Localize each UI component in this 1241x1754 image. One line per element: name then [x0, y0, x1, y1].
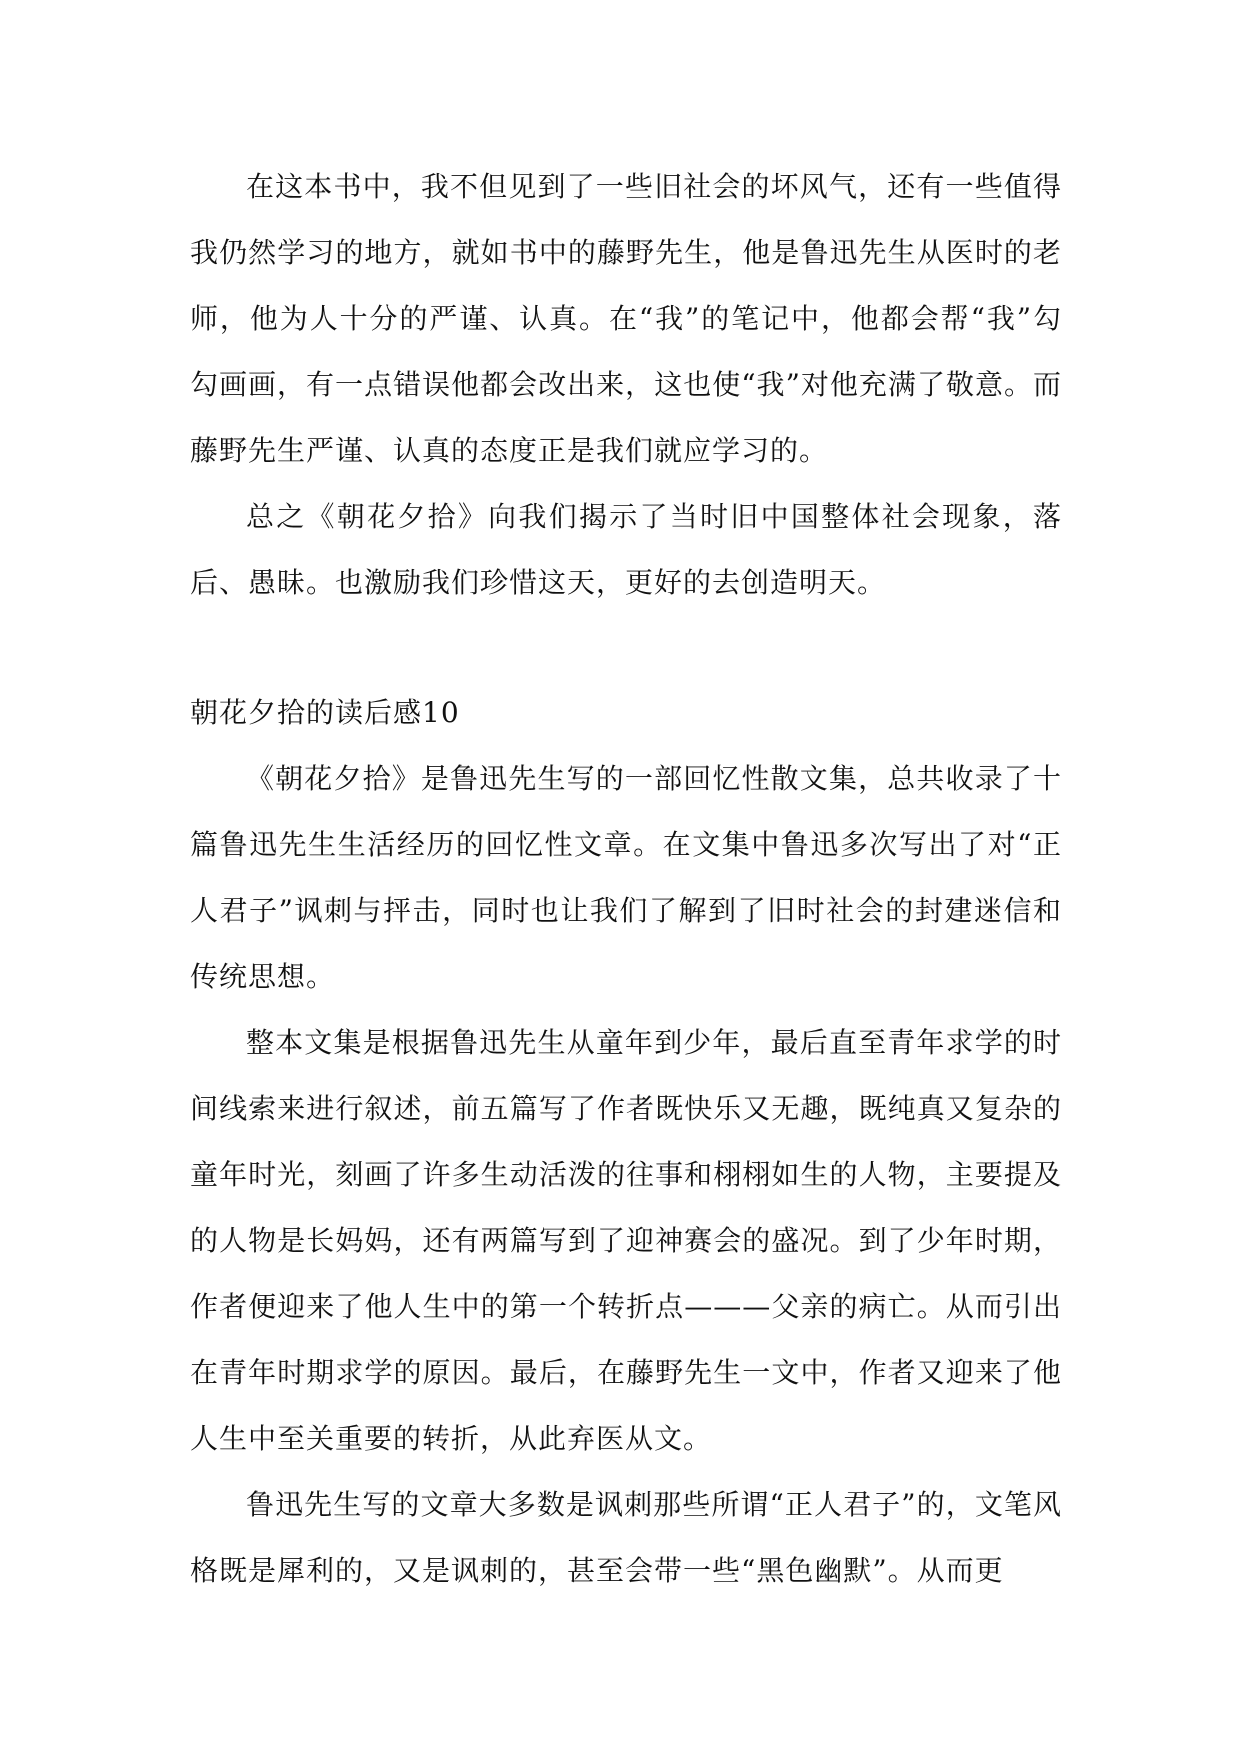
paragraph-style: 鲁迅先生写的文章大多数是讽刺那些所谓“正人君子”的，文笔风格既是犀利的，又是讽刺的，甚至会带一些“黑色幽默”。从而更: [190, 1488, 1062, 1587]
section-title: 朝花夕拾的读后感10: [190, 696, 460, 729]
paragraph-timeline: 整本文集是根据鲁迅先生从童年到少年，最后直至青年求学的时间线索来进行叙述，前五篇写了作者既快乐又无趣，既纯真又复杂的童年时光，刻画了许多生动活泼的往事和栩栩如生的人物，主要提及的人物是长妈妈，还有两篇写到了迎神赛会的盛况。到了少年时期，作者便迎来了他人生中的第一个转折点———父亲的病亡。从而引出在青年时期求学的原因。最后，在藤野先生一文中，作者又迎来了他人生中至关重要的转折，从此弃医从文。: [190, 1026, 1062, 1455]
paragraph-conclusion: 总之《朝花夕拾》向我们揭示了当时旧中国整体社会现象，落后、愚昧。也激励我们珍惜这天，更好的去创造明天。: [190, 500, 1062, 599]
paragraph-fujino: 在这本书中，我不但见到了一些旧社会的坏风气，还有一些值得我仍然学习的地方，就如书中的藤野先生，他是鲁迅先生从医时的老师，他为人十分的严谨、认真。在“我”的笔记中，他都会帮“我”勾勾画画，有一点错误他都会改出来，这也使“我”对他充满了敬意。而藤野先生严谨、认真的态度正是我们就应学习的。: [190, 170, 1062, 467]
document-body: [190, 154, 1062, 1604]
paragraph-intro: 《朝花夕拾》是鲁迅先生写的一部回忆性散文集，总共收录了十篇鲁迅先生生活经历的回忆性文章。在文集中鲁迅多次写出了对“正人君子”讽刺与抨击，同时也让我们了解到了旧时社会的封建迷信和传统思想。: [190, 762, 1062, 993]
